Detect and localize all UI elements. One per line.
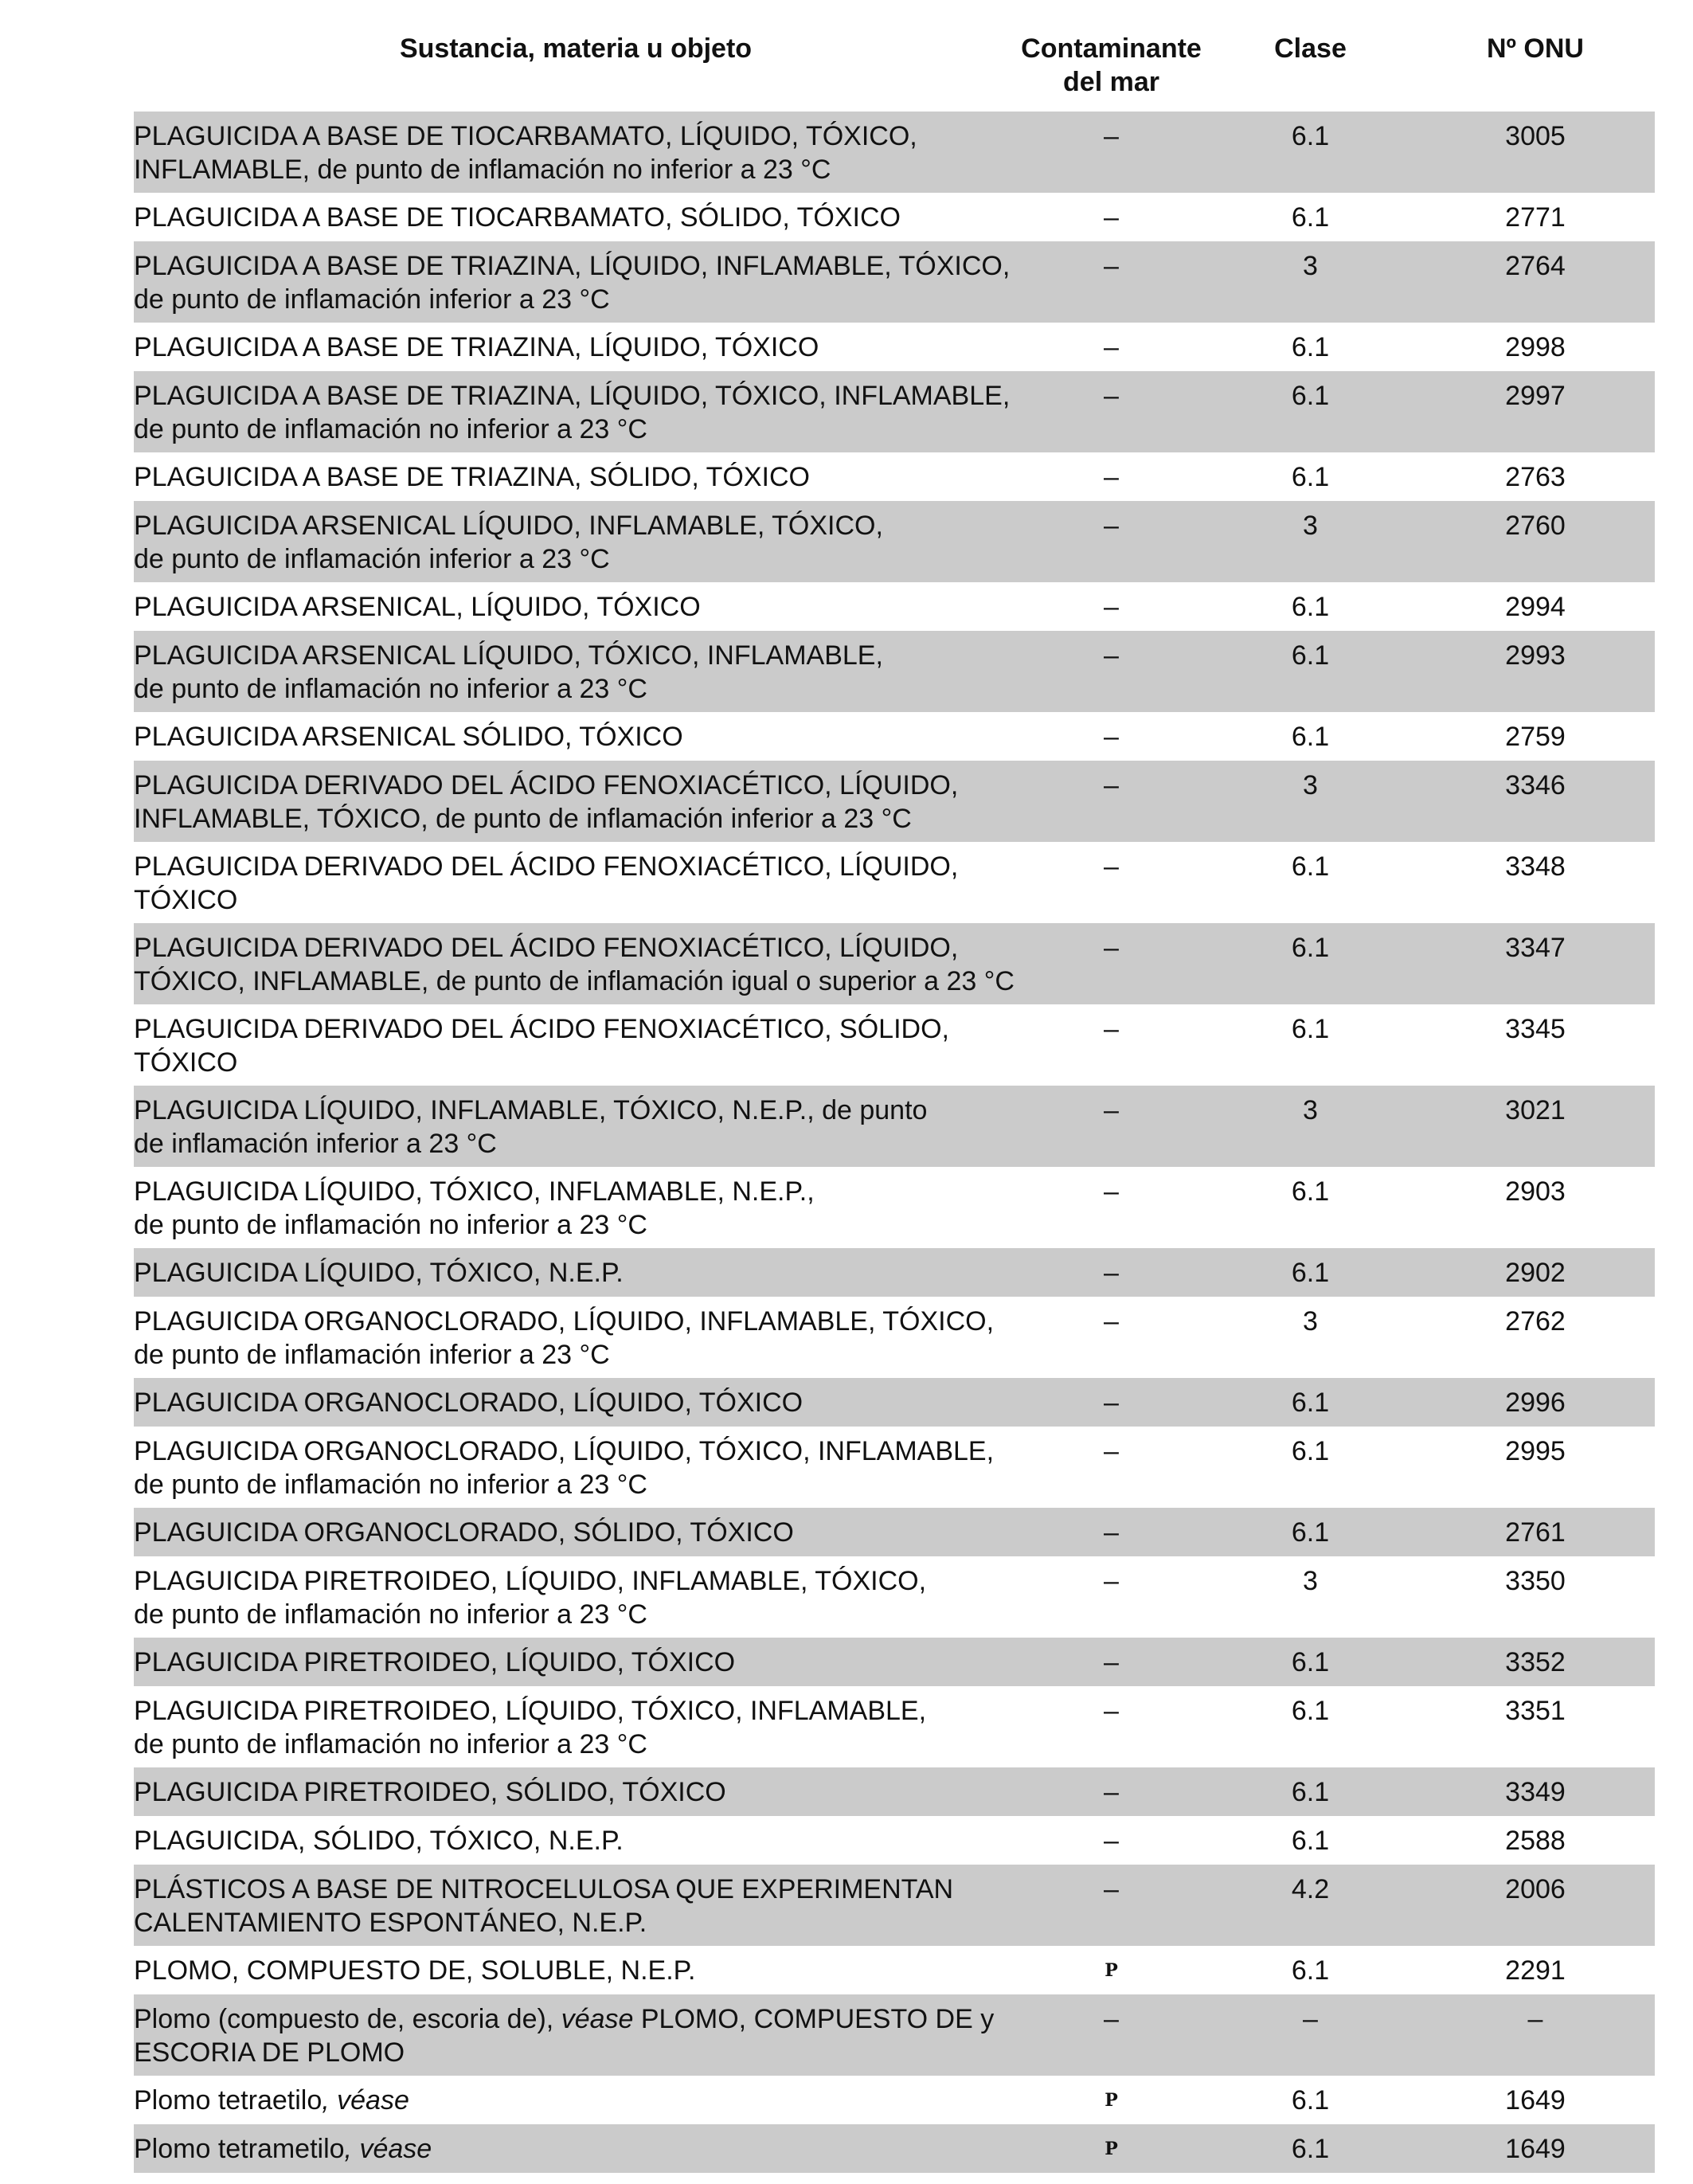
table-row <box>134 1248 1655 1297</box>
cell-un-number: 3352 <box>1505 1647 1566 1677</box>
cell-un-number: 2762 <box>1505 1306 1566 1337</box>
table-row <box>134 452 1655 501</box>
cell-substance <box>134 769 1018 842</box>
cell-un-number: 2903 <box>1505 1176 1566 1207</box>
table-row <box>134 1427 1655 1508</box>
header-marine-pollutant: Contaminante del mar <box>1021 33 1202 97</box>
table-row <box>134 1297 1655 1378</box>
cell-marine-pollutant: – <box>1104 1777 1119 1807</box>
substance-text: PLAGUICIDA A BASE DE TIOCARBAMATO, LÍQUIDO, TÓXICO, INFLAMABLE, de punto de inflamación no inferior a 23 °C <box>134 121 917 185</box>
cell-class: 6.1 <box>1291 121 1330 151</box>
substance-italic-text: , véase <box>322 2085 409 2116</box>
cell-substance <box>134 1694 1018 1767</box>
substance-text: Plomo (compuesto de, escoria de), <box>134 2004 561 2034</box>
cell-class: 6.1 <box>1291 1388 1330 1418</box>
cell-substance <box>134 331 1018 371</box>
cell-substance <box>134 2084 1018 2124</box>
substance-text: PLAGUICIDA ARSENICAL LÍQUIDO, INFLAMABLE, TÓXICO, de punto de inflamación inferior a 23 °C <box>134 511 883 574</box>
table-row <box>134 501 1655 582</box>
cell-class: 6.1 <box>1291 933 1330 963</box>
table-row <box>134 1865 1655 1946</box>
cell-un-number: 2994 <box>1505 592 1566 622</box>
substance-text: PLAGUICIDA LÍQUIDO, INFLAMABLE, TÓXICO, N.E.P., de punto de inflamación inferior a 23 °C <box>134 1095 928 1159</box>
table-row <box>134 631 1655 712</box>
cell-marine-pollutant: – <box>1104 933 1119 963</box>
cell-marine-pollutant: – <box>1104 592 1119 622</box>
substance-text: PLAGUICIDA ARSENICAL SÓLIDO, TÓXICO <box>134 722 683 752</box>
substance-text: PLÁSTICOS A BASE DE NITROCELULOSA QUE EXPERIMENTAN CALENTAMIENTO ESPONTÁNEO, N.E.P. <box>134 1874 954 1938</box>
cell-marine-pollutant: – <box>1104 1517 1119 1548</box>
substance-text: PLAGUICIDA ORGANOCLORADO, LÍQUIDO, TÓXICO <box>134 1388 803 1418</box>
cell-class: 6.1 <box>1291 1436 1330 1466</box>
cell-substance <box>134 1094 1018 1167</box>
cell-class: 6.1 <box>1291 1826 1330 1856</box>
substance-text: PLAGUICIDA A BASE DE TRIAZINA, LÍQUIDO, TÓXICO <box>134 332 819 362</box>
cell-substance <box>134 1564 1018 1638</box>
cell-un-number: 3021 <box>1505 1095 1566 1125</box>
cell-marine-pollutant: – <box>1104 462 1119 492</box>
cell-marine-pollutant: P <box>1105 2139 1118 2159</box>
cell-class: 6.1 <box>1291 1955 1330 1986</box>
cell-class: 6.1 <box>1291 1647 1330 1677</box>
cell-class: 6.1 <box>1291 2134 1330 2164</box>
cell-un-number: 2993 <box>1505 640 1566 671</box>
cell-marine-pollutant: – <box>1104 2004 1119 2034</box>
substance-text: PLAGUICIDA ORGANOCLORADO, LÍQUIDO, TÓXICO, INFLAMABLE, de punto de inflamación no inferior a 23 °C <box>134 1436 995 1500</box>
cell-substance <box>134 1175 1018 1248</box>
table-row <box>134 1378 1655 1427</box>
table-row <box>134 1946 1655 1994</box>
table-row <box>134 1508 1655 1556</box>
table-row <box>134 1994 1655 2076</box>
header-class: Clase <box>1274 33 1347 64</box>
substance-text: PLAGUICIDA, SÓLIDO, TÓXICO, N.E.P. <box>134 1826 624 1856</box>
table-row <box>134 1167 1655 1248</box>
substance-text: PLAGUICIDA ORGANOCLORADO, SÓLIDO, TÓXICO <box>134 1517 794 1548</box>
cell-marine-pollutant: – <box>1104 332 1119 362</box>
table-row <box>134 112 1655 193</box>
cell-substance <box>134 931 1018 1004</box>
cell-marine-pollutant: – <box>1104 251 1119 281</box>
table-row <box>134 2124 1655 2173</box>
cell-un-number: 3350 <box>1505 1566 1566 1596</box>
cell-marine-pollutant: – <box>1104 1647 1119 1677</box>
table-row <box>134 923 1655 1004</box>
substance-text: PLAGUICIDA ORGANOCLORADO, LÍQUIDO, INFLAMABLE, TÓXICO, de punto de inflamación inferior a 23 °C <box>134 1306 995 1370</box>
cell-class: 6.1 <box>1291 1014 1330 1044</box>
cell-substance <box>134 1012 1018 1086</box>
cell-substance <box>134 1646 1018 1686</box>
table-row <box>134 241 1655 323</box>
cell-class: 3 <box>1303 1306 1318 1337</box>
cell-class: 4.2 <box>1291 1874 1330 1904</box>
cell-substance <box>134 1256 1018 1297</box>
table-row <box>134 371 1655 452</box>
substance-text: PLAGUICIDA PIRETROIDEO, LÍQUIDO, INFLAMABLE, TÓXICO, de punto de inflamación no inferior a 23 °C <box>134 1566 927 1630</box>
cell-class: 3 <box>1303 770 1318 800</box>
dangerous-goods-table <box>134 32 1655 2173</box>
cell-substance <box>134 590 1018 631</box>
substance-text: PLAGUICIDA DERIVADO DEL ÁCIDO FENOXIACÉTICO, LÍQUIDO, TÓXICO, INFLAMABLE, de punto de inflamación igual o superior a 23 °C <box>134 933 1015 996</box>
table-row <box>134 2076 1655 2124</box>
substance-text: PLAGUICIDA ARSENICAL, LÍQUIDO, TÓXICO <box>134 592 701 622</box>
cell-substance <box>134 1775 1018 1816</box>
table-row <box>134 1556 1655 1638</box>
cell-class: 6.1 <box>1291 1696 1330 1726</box>
cell-marine-pollutant: – <box>1104 1388 1119 1418</box>
table-row <box>134 1004 1655 1086</box>
cell-marine-pollutant: – <box>1104 1436 1119 1466</box>
cell-class: 6.1 <box>1291 722 1330 752</box>
cell-marine-pollutant: – <box>1104 1176 1119 1207</box>
substance-text: PLAGUICIDA PIRETROIDEO, LÍQUIDO, TÓXICO, INFLAMABLE, de punto de inflamación no inferior a 23 °C <box>134 1696 927 1759</box>
cell-marine-pollutant: – <box>1104 1095 1119 1125</box>
cell-substance <box>134 201 1018 241</box>
cell-class: 6.1 <box>1291 1258 1330 1288</box>
substance-text: PLAGUICIDA A BASE DE TIOCARBAMATO, SÓLIDO, TÓXICO <box>134 202 901 233</box>
table-row <box>134 1686 1655 1767</box>
cell-substance <box>134 850 1018 923</box>
table-row <box>134 761 1655 842</box>
cell-marine-pollutant: – <box>1104 770 1119 800</box>
cell-substance <box>134 720 1018 761</box>
substance-italic-text: véase <box>561 2004 634 2034</box>
header-substance: Sustancia, materia u objeto <box>399 33 753 64</box>
cell-class: 3 <box>1303 1566 1318 1596</box>
cell-un-number: 3351 <box>1505 1696 1566 1726</box>
substance-text: PLAGUICIDA PIRETROIDEO, LÍQUIDO, TÓXICO <box>134 1647 736 1677</box>
cell-un-number: 2771 <box>1505 202 1566 233</box>
substance-text: PLAGUICIDA LÍQUIDO, TÓXICO, INFLAMABLE, N.E.P., de punto de inflamación no inferior a 23 °C <box>134 1176 815 1240</box>
table-header <box>134 32 1655 112</box>
table-row <box>134 193 1655 241</box>
cell-marine-pollutant: – <box>1104 1874 1119 1904</box>
cell-un-number: – <box>1527 2004 1543 2034</box>
substance-text: Plomo tetrametilo <box>134 2134 345 2164</box>
cell-marine-pollutant: – <box>1104 640 1119 671</box>
cell-class: 6.1 <box>1291 592 1330 622</box>
cell-substance <box>134 249 1018 323</box>
cell-class: – <box>1303 2004 1318 2034</box>
cell-un-number: 2997 <box>1505 381 1566 411</box>
cell-substance <box>134 509 1018 582</box>
table-body <box>134 112 1655 2173</box>
cell-substance <box>134 119 1018 193</box>
cell-class: 6.1 <box>1291 202 1330 233</box>
substance-text: PLAGUICIDA ARSENICAL LÍQUIDO, TÓXICO, INFLAMABLE, de punto de inflamación no inferior a 23 °C <box>134 640 883 704</box>
cell-substance <box>134 2002 1018 2076</box>
cell-marine-pollutant: P <box>1105 1960 1118 1981</box>
cell-class: 6.1 <box>1291 1777 1330 1807</box>
cell-un-number: 3345 <box>1505 1014 1566 1044</box>
substance-text: PLAGUICIDA LÍQUIDO, TÓXICO, N.E.P. <box>134 1258 624 1288</box>
cell-substance <box>134 1873 1018 1946</box>
cell-substance <box>134 460 1018 501</box>
cell-un-number: 2902 <box>1505 1258 1566 1288</box>
cell-un-number: 2006 <box>1505 1874 1566 1904</box>
substance-text: PLAGUICIDA A BASE DE TRIAZINA, LÍQUIDO, TÓXICO, INFLAMABLE, de punto de inflamación no inferior a 23 °C <box>134 381 1011 444</box>
cell-substance <box>134 1954 1018 1994</box>
cell-substance <box>134 379 1018 452</box>
substance-text: PLOMO, COMPUESTO DE, SOLUBLE, N.E.P. <box>134 1955 696 1986</box>
table-row <box>134 842 1655 923</box>
cell-un-number: 2588 <box>1505 1826 1566 1856</box>
cell-class: 6.1 <box>1291 2085 1330 2116</box>
substance-text: PLAGUICIDA A BASE DE TRIAZINA, SÓLIDO, TÓXICO <box>134 462 810 492</box>
cell-marine-pollutant: – <box>1104 1306 1119 1337</box>
cell-marine-pollutant: – <box>1104 511 1119 541</box>
cell-un-number: 2996 <box>1505 1388 1566 1418</box>
table-row <box>134 1767 1655 1816</box>
cell-marine-pollutant: – <box>1104 851 1119 882</box>
substance-text: PLAGUICIDA DERIVADO DEL ÁCIDO FENOXIACÉTICO, LÍQUIDO, INFLAMABLE, TÓXICO, de punto de inflamación inferior a 23 °C <box>134 770 959 834</box>
cell-un-number: 2759 <box>1505 722 1566 752</box>
table-row <box>134 1816 1655 1865</box>
table-row <box>134 1086 1655 1167</box>
cell-un-number: 3348 <box>1505 851 1566 882</box>
substance-text-continued: PLOMO, COMPUESTO DE y ESCORIA DE PLOMO <box>134 2004 995 2068</box>
cell-un-number: 2764 <box>1505 251 1566 281</box>
cell-marine-pollutant: – <box>1104 722 1119 752</box>
table-row <box>134 582 1655 631</box>
cell-marine-pollutant: – <box>1104 1696 1119 1726</box>
table-row <box>134 323 1655 371</box>
cell-un-number: 1649 <box>1505 2134 1566 2164</box>
cell-substance <box>134 1305 1018 1378</box>
substance-text: Plomo tetraetilo <box>134 2085 323 2116</box>
cell-class: 6.1 <box>1291 851 1330 882</box>
cell-un-number: 3347 <box>1505 933 1566 963</box>
cell-class: 6.1 <box>1291 1517 1330 1548</box>
substance-italic-text: , véase <box>344 2134 432 2164</box>
cell-class: 6.1 <box>1291 462 1330 492</box>
cell-un-number: 2995 <box>1505 1436 1566 1466</box>
cell-class: 3 <box>1303 511 1318 541</box>
cell-class: 3 <box>1303 1095 1318 1125</box>
cell-substance <box>134 2132 1018 2173</box>
cell-class: 6.1 <box>1291 640 1330 671</box>
cell-un-number: 2761 <box>1505 1517 1566 1548</box>
substance-text: PLAGUICIDA DERIVADO DEL ÁCIDO FENOXIACÉTICO, LÍQUIDO, TÓXICO <box>134 851 959 915</box>
cell-substance <box>134 1434 1018 1508</box>
cell-marine-pollutant: – <box>1104 121 1119 151</box>
cell-substance <box>134 639 1018 712</box>
header-un-number: Nº ONU <box>1487 33 1584 64</box>
cell-marine-pollutant: P <box>1105 2090 1118 2111</box>
cell-un-number: 3346 <box>1505 770 1566 800</box>
cell-marine-pollutant: – <box>1104 1566 1119 1596</box>
table-row <box>134 712 1655 761</box>
substance-text: PLAGUICIDA PIRETROIDEO, SÓLIDO, TÓXICO <box>134 1777 726 1807</box>
cell-class: 6.1 <box>1291 381 1330 411</box>
cell-substance <box>134 1386 1018 1427</box>
cell-marine-pollutant: – <box>1104 202 1119 233</box>
cell-substance <box>134 1516 1018 1556</box>
cell-marine-pollutant: – <box>1104 1014 1119 1044</box>
cell-un-number: 1649 <box>1505 2085 1566 2116</box>
cell-class: 6.1 <box>1291 1176 1330 1207</box>
cell-class: 3 <box>1303 251 1318 281</box>
cell-un-number: 2763 <box>1505 462 1566 492</box>
cell-un-number: 2760 <box>1505 511 1566 541</box>
cell-marine-pollutant: – <box>1104 1258 1119 1288</box>
substance-text: PLAGUICIDA DERIVADO DEL ÁCIDO FENOXIACÉTICO, SÓLIDO, TÓXICO <box>134 1014 949 1078</box>
cell-un-number: 3349 <box>1505 1777 1566 1807</box>
cell-substance <box>134 1824 1018 1865</box>
cell-class: 6.1 <box>1291 332 1330 362</box>
cell-marine-pollutant: – <box>1104 381 1119 411</box>
cell-un-number: 3005 <box>1505 121 1566 151</box>
cell-un-number: 2998 <box>1505 332 1566 362</box>
substance-text: PLAGUICIDA A BASE DE TRIAZINA, LÍQUIDO, INFLAMABLE, TÓXICO, de punto de inflamación inferior a 23 °C <box>134 251 1011 315</box>
cell-un-number: 2291 <box>1505 1955 1566 1986</box>
cell-marine-pollutant: – <box>1104 1826 1119 1856</box>
table-row <box>134 1638 1655 1686</box>
